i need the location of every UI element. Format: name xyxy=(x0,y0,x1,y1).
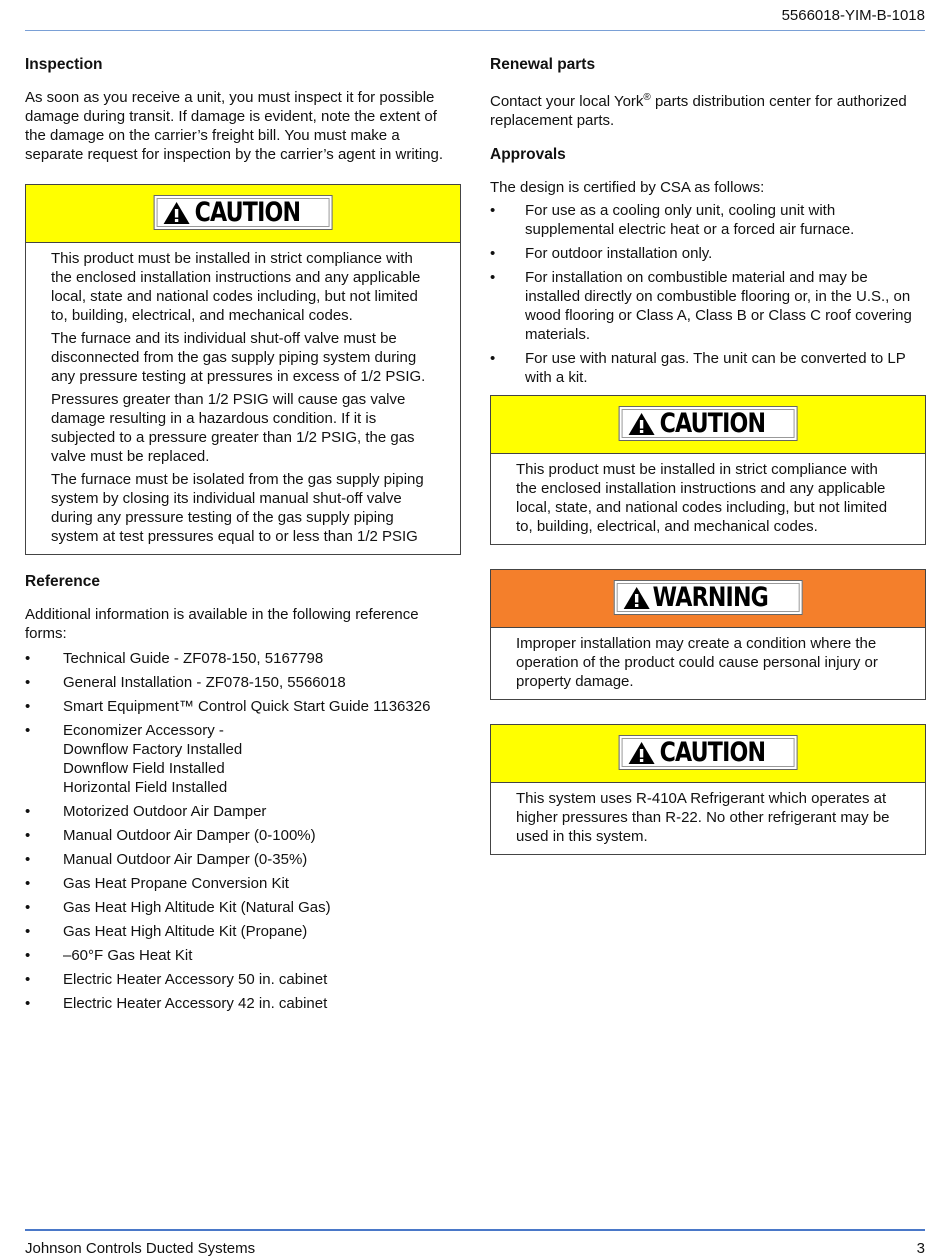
list-item: • Electric Heater Accessory 50 in. cabinet xyxy=(25,971,328,988)
inspection-heading: Inspection xyxy=(25,56,103,73)
caution-band xyxy=(491,396,925,454)
reference-intro: Additional information is available in the following reference forms: xyxy=(25,606,419,642)
caution-paragraph: The furnace must be isolated from the gas supply piping system by closing its individual manual shut-off valve during any pressure testing of the gas supply piping system at test pressures equal to or less than 1/2 PSIG xyxy=(51,471,424,545)
caution-label xyxy=(154,195,333,230)
warning-notice xyxy=(490,569,926,700)
warning-band xyxy=(491,570,925,628)
warning-triangle-icon xyxy=(163,201,191,225)
document-id: 5566018-YIM-B-1018 xyxy=(781,7,925,24)
approvals-list xyxy=(490,201,926,387)
list-item: • General Installation - ZF078-150, 5566018 xyxy=(25,674,346,691)
list-item: • For installation on combustible material and may be installed directly on combustible flooring or, in the U.S., on wood flooring or Class A, Class B or Class C roof covering materials. xyxy=(490,269,912,343)
footer-rule xyxy=(25,1229,925,1231)
list-item: • For use with natural gas. The unit can be converted to LP with a kit. xyxy=(490,350,906,386)
caution-band xyxy=(491,725,925,783)
caution-notice-3 xyxy=(490,724,926,855)
page-number: 3 xyxy=(916,1240,925,1257)
caution-paragraph: This product must be installed in strict compliance with the enclosed installation instructions and any applicable local, state and national codes including, but not limited to, building, electrical, and mechanical codes. xyxy=(51,250,421,324)
caution-label-text: CAUTION xyxy=(659,737,766,768)
caution-paragraph: Pressures greater than 1/2 PSIG will cause gas valve damage resulting in a hazardous condition. If it is subjected to a pressure greater than 1/2 PSIG, the gas valve must be replaced. xyxy=(51,391,415,465)
warning-content xyxy=(491,628,925,699)
list-item: • –60°F Gas Heat Kit xyxy=(25,947,193,964)
warning-triangle-icon xyxy=(628,741,656,765)
caution-content xyxy=(491,454,925,544)
header-rule xyxy=(25,30,925,31)
reference-heading: Reference xyxy=(25,573,100,590)
caution-notice-1 xyxy=(25,184,461,555)
list-item: • Motorized Outdoor Air Damper xyxy=(25,803,267,820)
warning-triangle-icon xyxy=(628,412,656,436)
list-item: • Smart Equipment™ Control Quick Start Guide 1136326 xyxy=(25,698,431,715)
caution-paragraph: The furnace and its individual shut-off valve must be disconnected from the gas supply piping system during any pressure testing at pressures in excess of 1/2 PSIG. xyxy=(51,330,426,385)
caution-label-text: CAUTION xyxy=(659,408,766,439)
list-item: • Manual Outdoor Air Damper (0-100%) xyxy=(25,827,316,844)
warning-label xyxy=(614,580,803,615)
caution-content xyxy=(26,243,460,554)
warning-triangle-icon xyxy=(623,586,651,610)
right-column xyxy=(490,56,926,855)
list-item: • Gas Heat High Altitude Kit (Propane) xyxy=(25,923,308,940)
caution-label xyxy=(619,406,798,441)
renewal-parts-text: Contact your local York® parts distribution center for authorized replacement parts. xyxy=(490,92,907,129)
caution-label-text: CAUTION xyxy=(194,197,301,228)
approvals-heading: Approvals xyxy=(490,146,566,163)
list-item: • Economizer Accessory - Downflow Factory Installed Downflow Field Installed Horizontal Field Installed xyxy=(25,722,243,796)
list-item: • Electric Heater Accessory 42 in. cabinet xyxy=(25,995,328,1012)
renewal-parts-heading: Renewal parts xyxy=(490,56,596,73)
list-item: • Gas Heat High Altitude Kit (Natural Gas) xyxy=(25,899,331,916)
list-item: • For outdoor installation only. xyxy=(490,245,713,262)
reference-list xyxy=(25,649,461,1013)
list-item: • Gas Heat Propane Conversion Kit xyxy=(25,875,289,892)
left-column xyxy=(25,56,461,1018)
list-item: • For use as a cooling only unit, cooling unit with supplemental electric heat or a forced air furnace. xyxy=(490,202,855,238)
warning-label-text: WARNING xyxy=(652,582,769,613)
caution-content xyxy=(491,783,925,854)
list-item: • Technical Guide - ZF078-150, 5167798 xyxy=(25,650,324,667)
caution-paragraph: This product must be installed in strict compliance with the enclosed installation instructions and any applicable local, state, and national codes including, but not limited to, building, electrical, and mechanical codes. xyxy=(516,461,888,535)
inspection-text: As soon as you receive a unit, you must inspect it for possible damage during transit. If damage is evident, note the extent of the damage on the carrier’s freight bill. You must make a separate request for inspection by the carrier’s agent in writing. xyxy=(25,89,444,163)
approvals-intro: The design is certified by CSA as follows: xyxy=(490,179,765,196)
caution-label xyxy=(619,735,798,770)
warning-paragraph: Improper installation may create a condition where the operation of the product could cause personal injury or property damage. xyxy=(516,635,878,690)
footer-company: Johnson Controls Ducted Systems xyxy=(25,1240,256,1257)
caution-paragraph: This system uses R-410A Refrigerant which operates at higher pressures than R-22. No other refrigerant may be used in this system. xyxy=(516,790,890,845)
list-item: • Manual Outdoor Air Damper (0-35%) xyxy=(25,851,308,868)
caution-band xyxy=(26,185,460,243)
caution-notice-2 xyxy=(490,395,926,545)
